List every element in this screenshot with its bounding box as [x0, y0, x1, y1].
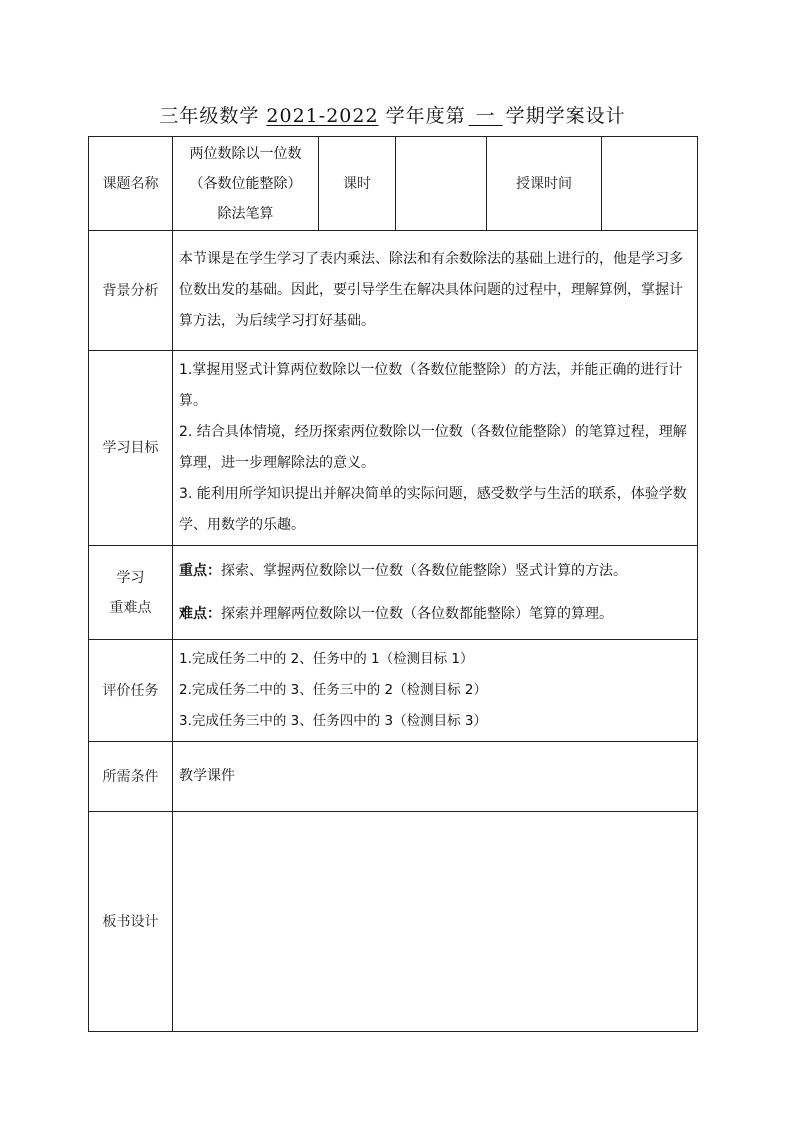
- period-value: [396, 137, 487, 231]
- goals-label: 学习目标: [89, 351, 173, 546]
- row-board: [89, 812, 698, 1032]
- background-content: [173, 231, 698, 351]
- title-suffix: 学期学案设计: [505, 105, 626, 127]
- title-term: [466, 104, 506, 128]
- time-value: [602, 137, 698, 231]
- keypoints-label-line-1: 学习: [116, 569, 145, 586]
- row-conditions: [89, 742, 698, 812]
- title-mid: 学年度第: [378, 105, 466, 127]
- difficult-point: [179, 599, 691, 630]
- evaluation-content: [173, 640, 698, 742]
- row-keypoints: [89, 546, 698, 640]
- row-evaluation: [89, 640, 698, 742]
- evaluation-label: 评价任务: [89, 640, 173, 742]
- key-point: [179, 556, 691, 587]
- background-label: 背景分析: [89, 231, 173, 351]
- key-point-text: 探索、掌握两位数除以一位数（各数位能整除）竖式计算的方法。: [221, 562, 627, 579]
- title-term-value: 一: [475, 105, 496, 127]
- goal-item-1: 1.掌握用竖式计算两位数除以一位数（各数位能整除）的方法，并能正确的进行计算。: [179, 362, 683, 409]
- topic-value: [173, 137, 319, 231]
- topic-line-1: 两位数除以一位数: [189, 145, 302, 162]
- topic-label: 课题名称: [89, 137, 173, 231]
- topic-line-3: 除法笔算: [217, 205, 274, 222]
- background-text: 本节课是在学生学习了表内乘法、除法和有余数除法的基础上进行的，他是学习多位数出发的基础。因此，要引导学生在解决具体问题的过程中，理解算例，掌握计算方法，为后续学习打好基础。: [179, 251, 683, 329]
- difficult-point-text: 探索并理解两位数除以一位数（各位数都能整除）笔算的算理。: [221, 605, 613, 622]
- evaluation-item-3: 3.完成任务三中的 3、任务四中的 3（检测目标 3）: [179, 713, 488, 729]
- title-year: 2021-2022: [266, 105, 379, 127]
- conditions-content: [173, 742, 698, 812]
- goal-item-2: 2. 结合具体情境，经历探索两位数除以一位数（各数位能整除）的笔算过程，理解算理，进一步理解除法的意义。: [179, 424, 687, 471]
- evaluation-item-1: 1.完成任务二中的 2、任务中的 1（检测目标 1）: [179, 651, 474, 667]
- time-label: 授课时间: [487, 137, 602, 231]
- goal-item-3: 3. 能利用所学知识提出并解决简单的实际问题，感受数学与生活的联系，体验学数学、用数学的乐趣。: [179, 486, 687, 533]
- evaluation-item-2: 2.完成任务二中的 3、任务三中的 2（检测目标 2）: [179, 682, 488, 698]
- conditions-label: 所需条件: [89, 742, 173, 812]
- key-point-label: 重点：: [179, 562, 221, 579]
- board-label: 板书设计: [89, 812, 173, 1032]
- title-prefix: 三年级数学: [159, 105, 267, 127]
- period-label: 课时: [319, 137, 396, 231]
- page-title: [88, 104, 697, 128]
- topic-line-2: （各数位能整除）: [189, 175, 302, 192]
- conditions-text: 教学课件: [179, 768, 235, 784]
- board-content: [173, 812, 698, 1032]
- keypoints-label-line-2: 重难点: [109, 599, 152, 616]
- lesson-plan-table: [88, 136, 698, 1032]
- row-topic: [89, 137, 698, 231]
- row-background: [89, 231, 698, 351]
- goals-content: [173, 351, 698, 546]
- keypoints-label: [89, 546, 173, 640]
- difficult-point-label: 难点：: [179, 605, 221, 622]
- row-goals: [89, 351, 698, 546]
- keypoints-content: [173, 546, 698, 640]
